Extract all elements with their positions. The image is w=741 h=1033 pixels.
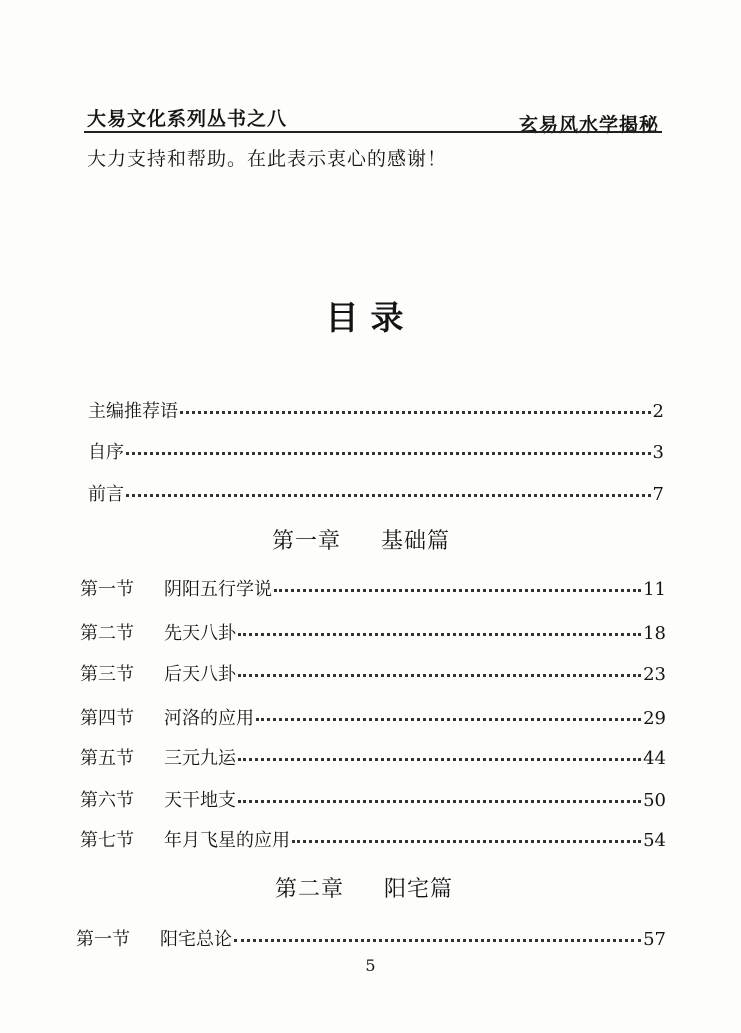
chapter-name: 基础篇 <box>381 529 451 554</box>
section-number: 第二节 <box>80 623 134 644</box>
toc-entry-label: 自序 <box>88 442 124 463</box>
intro-text: 大力支持和帮助。在此表示衷心的感谢！ <box>87 148 448 170</box>
toc-entry-section[interactable] <box>80 826 666 852</box>
section-page: 18 <box>643 623 666 644</box>
section-page: 44 <box>643 748 666 769</box>
chapter-number: 第二章 <box>275 877 345 902</box>
toc-entry-page: 7 <box>652 484 664 505</box>
section-number: 第四节 <box>80 708 134 729</box>
section-title: 天干地支 <box>164 790 236 811</box>
section-title: 三元九运 <box>164 748 236 769</box>
page-number: 5 <box>365 956 376 975</box>
dot-leader <box>274 589 641 592</box>
chapter-number: 第一章 <box>272 529 342 554</box>
toc-entry-section[interactable] <box>80 619 666 645</box>
section-number: 第六节 <box>80 790 134 811</box>
dot-leader <box>292 840 641 843</box>
section-title: 后天八卦 <box>164 664 236 685</box>
chapter-heading[interactable] <box>275 872 453 903</box>
section-number: 第一节 <box>76 929 130 950</box>
dot-leader <box>238 674 641 677</box>
toc-entry-page: 3 <box>652 442 664 463</box>
dot-leader <box>238 758 641 761</box>
page-title: 目录 <box>325 298 416 337</box>
section-page: 54 <box>643 830 666 851</box>
toc-entry-label: 前言 <box>88 484 124 505</box>
dot-leader <box>126 452 651 455</box>
toc-entry-section[interactable] <box>76 925 666 951</box>
dot-leader <box>180 411 651 414</box>
toc-entry-section[interactable] <box>80 786 666 812</box>
chapter-heading[interactable] <box>272 524 450 555</box>
section-title: 阳宅总论 <box>160 929 232 950</box>
running-header-series: 大易文化系列丛书之八 <box>87 108 288 130</box>
toc-entry-page: 2 <box>652 401 664 422</box>
toc-entry-label: 主编推荐语 <box>88 401 178 422</box>
toc-entry-front-matter[interactable] <box>88 438 664 464</box>
dot-leader <box>126 494 651 497</box>
section-page: 57 <box>643 929 666 950</box>
toc-entry-front-matter[interactable] <box>88 480 664 506</box>
section-page: 11 <box>643 579 666 600</box>
section-page: 50 <box>643 790 666 811</box>
section-title: 先天八卦 <box>164 623 236 644</box>
section-number: 第七节 <box>80 830 134 851</box>
dot-leader <box>256 718 641 721</box>
section-title: 阴阳五行学说 <box>164 579 272 600</box>
section-page: 23 <box>643 664 666 685</box>
section-number: 第五节 <box>80 748 134 769</box>
section-number: 第一节 <box>80 579 134 600</box>
toc-entry-section[interactable] <box>80 575 666 601</box>
toc-entry-section[interactable] <box>80 704 666 730</box>
dot-leader <box>238 800 641 803</box>
toc-entry-section[interactable] <box>80 744 666 770</box>
dot-leader <box>234 939 641 942</box>
running-header-book-title: 玄易风水学揭秘 <box>518 114 659 136</box>
toc-entry-front-matter[interactable] <box>88 397 664 423</box>
header-rule <box>84 131 662 133</box>
toc-entry-section[interactable] <box>80 660 666 686</box>
section-title: 河洛的应用 <box>164 708 254 729</box>
chapter-name: 阳宅篇 <box>384 877 454 902</box>
section-page: 29 <box>643 708 666 729</box>
section-number: 第三节 <box>80 664 134 685</box>
section-title: 年月飞星的应用 <box>164 830 290 851</box>
dot-leader <box>238 633 641 636</box>
